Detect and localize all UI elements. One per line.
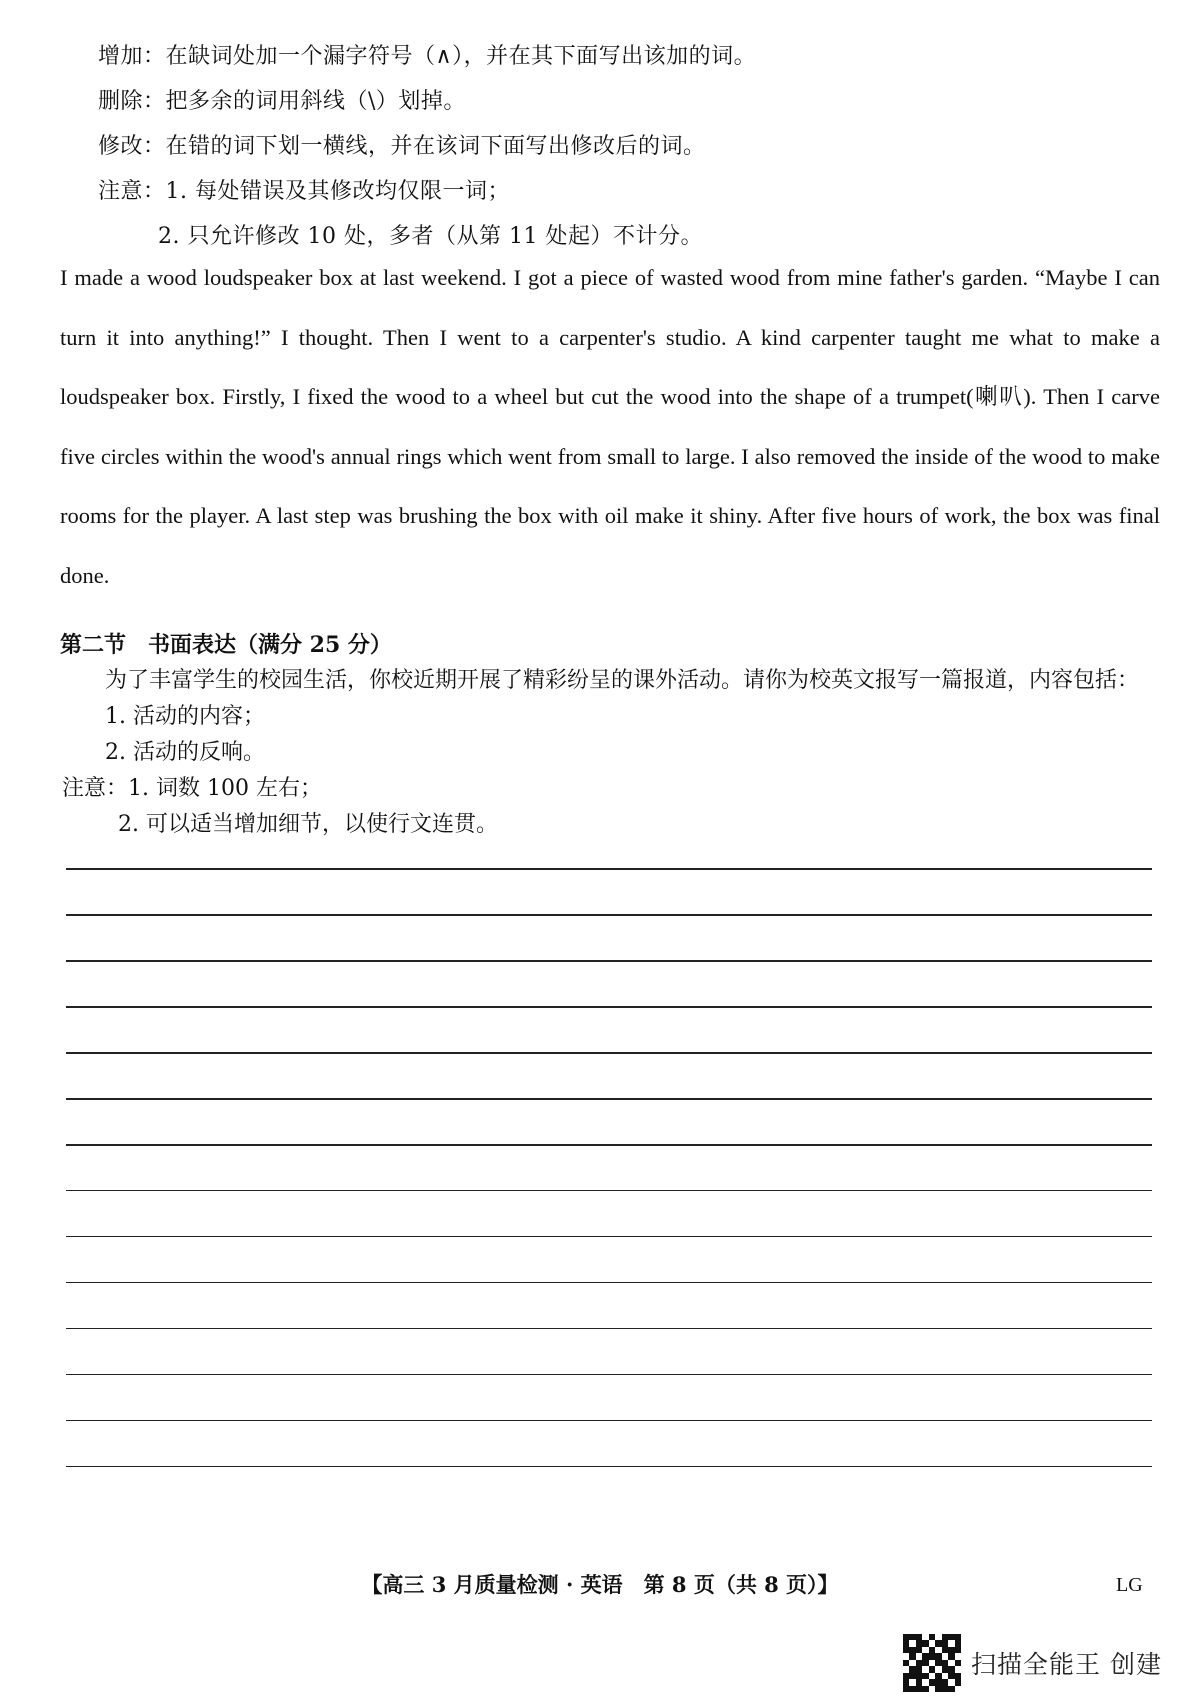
instruction-note-1: 注意：1. 每处错误及其修改均仅限一词； — [98, 179, 510, 204]
instruction-add: 增加：在缺词处加一个漏字符号（∧），并在其下面写出该加的词。 — [98, 44, 757, 69]
writing-line — [66, 960, 1152, 962]
writing-line — [66, 1236, 1152, 1238]
writing-line — [66, 1052, 1152, 1054]
writing-line — [66, 1374, 1152, 1376]
answer-writing-area[interactable] — [66, 868, 1152, 1528]
prompt-point-2: 2. 活动的反响。 — [105, 740, 265, 765]
qr-code-icon — [903, 1634, 961, 1692]
writing-line — [66, 914, 1152, 916]
writing-prompt: 为了丰富学生的校园生活，你校近期开展了精彩纷呈的课外活动。请你为校英文报写一篇报道，内容包括： — [105, 668, 1140, 693]
watermark-text: 扫描全能王 创建 — [971, 1650, 1162, 1679]
instruction-note-2: 2. 只允许修改 10 处，多者（从第 11 处起）不计分。 — [158, 224, 703, 249]
writing-line — [66, 1144, 1152, 1146]
error-correction-passage: I made a wood loudspeaker box at last weekend. I got a piece of wasted wood from mine father's garden. “Maybe I can turn it into anything!” I thought. Then I went to a carpenter's studio. A kind carpenter taught me what to make a loudspeaker box. Firstly, I fixed the wood to a wheel but cut the wood into the shape of a trumpet(喇叭). Then I carve five circles within the wood's annual rings which went from small to large. I also removed the inside of the wood to make rooms for the player. A last step was brushing the box with oil make it shiny. After five hours of work, the box was final done. — [60, 265, 1160, 588]
writing-line — [66, 1328, 1152, 1330]
writing-line — [66, 1006, 1152, 1008]
instruction-delete: 删除：把多余的词用斜线（\）划掉。 — [98, 89, 466, 114]
footer-code: LG — [1116, 1574, 1143, 1596]
page-footer: 【高三 3 月质量检测 · 英语 第 8 页（共 8 页）】 — [361, 1572, 839, 1597]
writing-line — [66, 1466, 1152, 1468]
section-2-title: 第二节 书面表达（满分 25 分） — [60, 632, 392, 658]
writing-line — [66, 1282, 1152, 1284]
prompt-point-1: 1. 活动的内容； — [105, 704, 265, 729]
writing-note-2: 2. 可以适当增加细节，以使行文连贯。 — [118, 812, 498, 837]
instruction-modify: 修改：在错的词下划一横线，并在该词下面写出修改后的词。 — [98, 134, 706, 159]
writing-line — [66, 1190, 1152, 1192]
writing-line — [66, 1420, 1152, 1422]
writing-line — [66, 1098, 1152, 1100]
scanner-watermark — [903, 1633, 1162, 1693]
writing-line — [66, 868, 1152, 870]
writing-note-1: 注意：1. 词数 100 左右； — [62, 776, 322, 801]
